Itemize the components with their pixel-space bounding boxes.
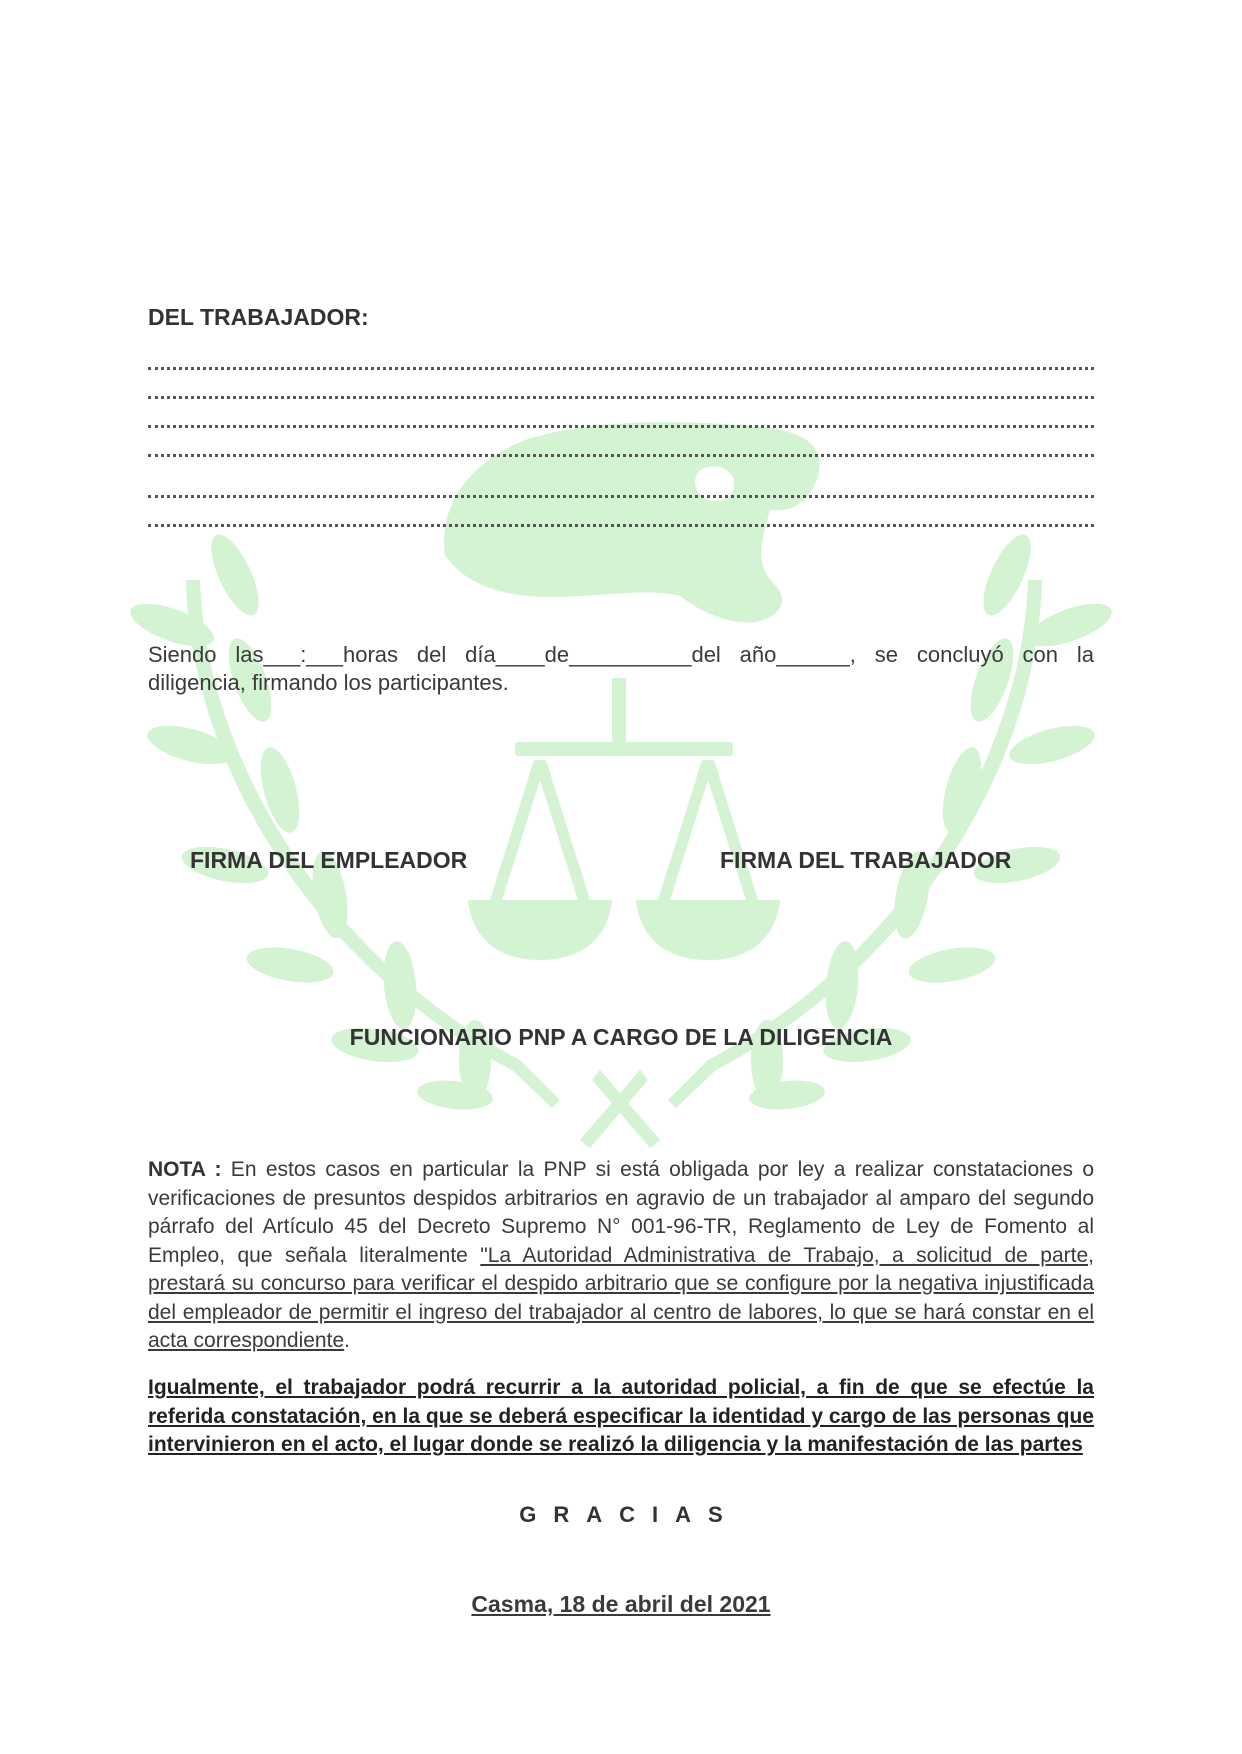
dotted-line: [148, 437, 1094, 457]
dotted-line: [148, 507, 1094, 527]
dotted-line: [148, 478, 1094, 498]
place-date-line: [0, 1591, 1242, 1618]
worker-signature-label: FIRMA DEL TRABAJADOR: [720, 847, 1012, 873]
dotted-line: [148, 379, 1094, 399]
note-text-1: En estos casos en particular la PNP si está obligada por ley a realizar constataciones o verificaciones de presuntos despidos arbitrarios en agravio de un trabajador al amparo del segundo párrafo del: [148, 1158, 1095, 1238]
thanks-text: GRACIAS: [519, 1502, 740, 1527]
note-quote: "La Autoridad Administrativa de Trabajo, a solicitud de parte, prestará su concurso para verificar el despido arbitrario que se configure por la negativa injustificada del empleador de permitir el ingreso del trabajador al centro de labores, lo que se hará constar en el acta correspondiente: [148, 1243, 1094, 1352]
note-text-3: , que señala literalmente: [219, 1243, 481, 1267]
note-label: NOTA :: [148, 1158, 222, 1181]
dotted-line: [148, 350, 1094, 370]
employer-signature-label: FIRMA DEL EMPLEADOR: [190, 847, 468, 873]
note-paragraph: [148, 1156, 1094, 1356]
police-authority-paragraph: Igualmente, el trabajador podrá recurrir a la autoridad policial, a fin de que se efectúe la referida constatación, en la que se deberá especificar la identidad y cargo de las personas que intervinieron en el acto, el lugar donde se realizó la diligencia y la manifestación de las partes: [148, 1376, 1094, 1456]
note-end: .: [344, 1329, 350, 1352]
dotted-line: [148, 408, 1094, 428]
worker-section-heading: DEL TRABAJADOR:: [148, 304, 369, 330]
note-text-2: el Decreto Supremo N° 001-96-TR, Reglamento de Ley de Fomento al Empleo: [148, 1215, 1095, 1267]
place-date-text: Casma, 18 de abril del 2021: [471, 1591, 771, 1617]
note-article-ref: Artículo 45 d: [262, 1215, 391, 1238]
closing-paragraph: Siendo las___:___horas del día____de__________del año______, se concluyó con la diligencia, firmando los participantes.: [148, 642, 1094, 695]
worker-statement-lines: [148, 350, 1094, 527]
official-signature-label: FUNCIONARIO PNP A CARGO DE LA DILIGENCIA: [349, 1024, 893, 1050]
